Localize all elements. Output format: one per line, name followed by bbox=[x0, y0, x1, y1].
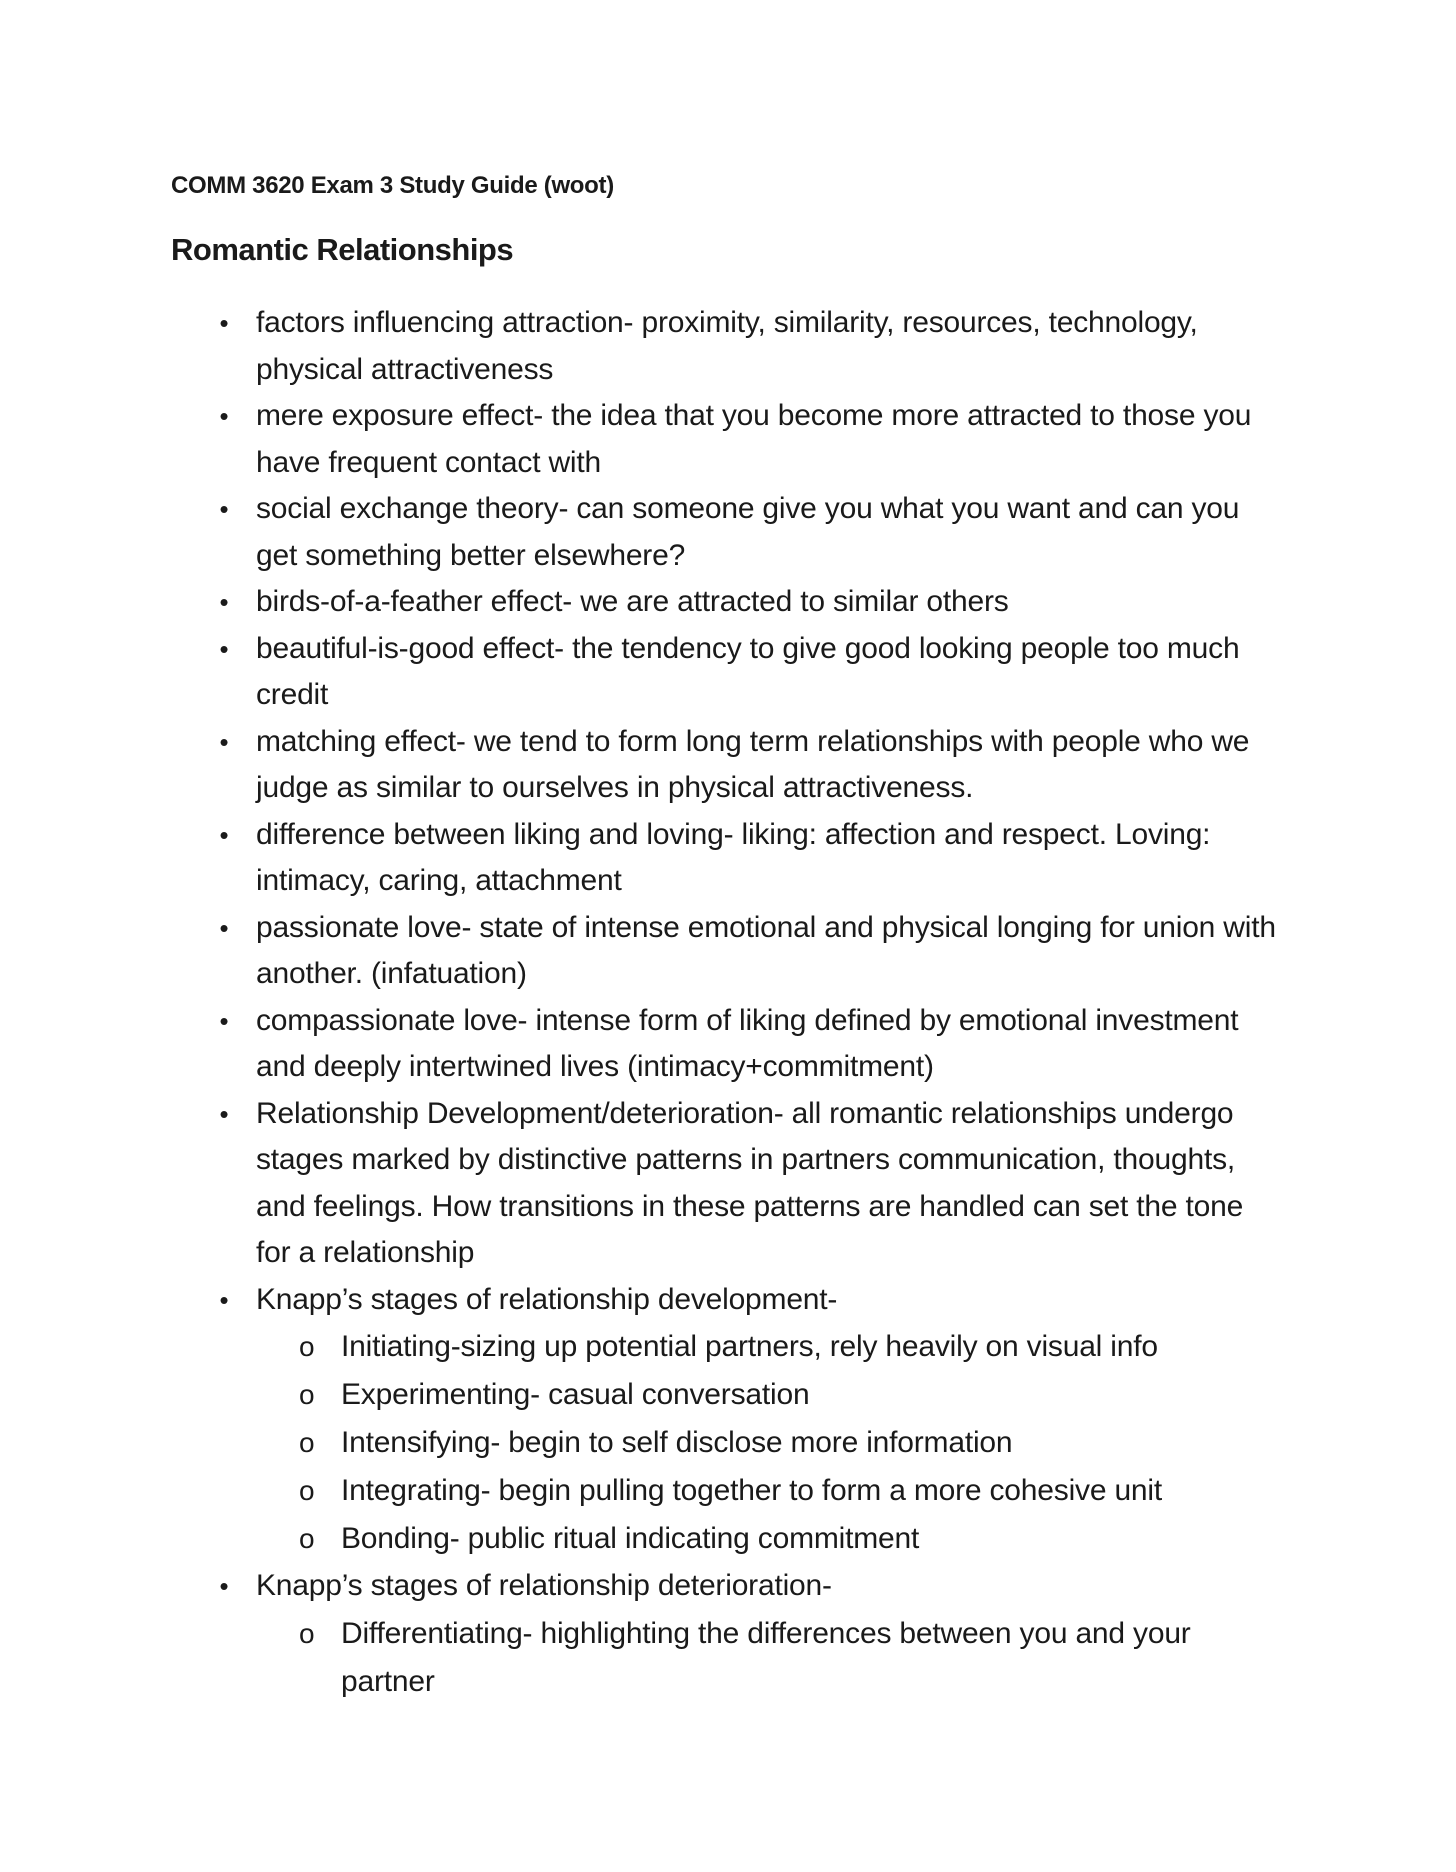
sub-bullet-icon: o bbox=[299, 1617, 315, 1649]
sub-list-item bbox=[299, 1467, 1276, 1515]
bullet-icon: • bbox=[219, 819, 229, 850]
sub-list-item-text: Differentiating- highlighting the differences between you and your partner bbox=[341, 1616, 1191, 1698]
list-item-text: Relationship Development/deterioration- all romantic relationships undergo stages marked by distinctive patterns in partners communication, thoughts, and feelings. How transitions in these patterns are handled can set the tone for a relationship bbox=[256, 1096, 1244, 1269]
list-item-text: difference between liking and loving- liking: affection and respect. Loving: intimacy, caring, attachment bbox=[256, 817, 1211, 897]
bullet-icon: • bbox=[219, 633, 229, 664]
bullet-icon: • bbox=[219, 726, 229, 757]
sub-list-item bbox=[299, 1371, 1276, 1419]
sub-list-item-text: Integrating- begin pulling together to form a more cohesive unit bbox=[341, 1474, 1163, 1507]
list-item-text: Knapp’s stages of relationship development- bbox=[256, 1282, 838, 1316]
sub-list bbox=[256, 1610, 1276, 1706]
list-item-text: birds-of-a-feather effect- we are attracted to similar others bbox=[256, 585, 1009, 618]
bullet-icon: • bbox=[219, 1098, 229, 1129]
bullet-icon: • bbox=[219, 1284, 229, 1315]
sub-bullet-icon: o bbox=[299, 1523, 315, 1554]
sub-bullet-icon: o bbox=[299, 1331, 315, 1362]
list-item bbox=[219, 1563, 1276, 1706]
bullet-icon: • bbox=[219, 587, 229, 617]
list-item-text: factors influencing attraction- proximity, similarity, resources, technology, physical attractiveness bbox=[256, 306, 1198, 386]
list-item bbox=[219, 812, 1276, 905]
bullet-icon: • bbox=[219, 308, 229, 338]
list-item-text: matching effect- we tend to form long term relationships with people who we judge as similar to ourselves in physical attractiveness. bbox=[256, 724, 1250, 804]
sub-bullet-icon: o bbox=[299, 1475, 315, 1506]
sub-bullet-icon: o bbox=[299, 1379, 315, 1410]
list-item bbox=[219, 300, 1276, 393]
bullet-icon: • bbox=[219, 1571, 229, 1601]
list-item-text: social exchange theory- can someone give you what you want and can you get something better elsewhere? bbox=[256, 492, 1240, 572]
bullet-icon: • bbox=[219, 1005, 229, 1036]
list-item-text: mere exposure effect- the idea that you become more attracted to those you have frequent contact with bbox=[256, 399, 1252, 479]
sub-list-item bbox=[299, 1323, 1276, 1371]
sub-list-item bbox=[299, 1610, 1276, 1706]
list-item-text: compassionate love- intense form of liking defined by emotional investment and deeply intertwined lives (intimacy+commitment) bbox=[256, 1003, 1239, 1083]
sub-list-item-text: Experimenting- casual conversation bbox=[341, 1378, 810, 1411]
section-heading: Romantic Relationships bbox=[171, 232, 514, 267]
sub-list-item bbox=[299, 1515, 1276, 1563]
list-item-text: passionate love- state of intense emotional and physical longing for union with another. (infatuation) bbox=[256, 910, 1276, 990]
list-item bbox=[219, 1277, 1276, 1564]
list-item bbox=[219, 626, 1276, 719]
list-item bbox=[219, 719, 1276, 812]
study-guide-list bbox=[219, 300, 1276, 1706]
bullet-icon: • bbox=[219, 912, 229, 943]
sub-bullet-icon: o bbox=[299, 1427, 315, 1458]
list-item-text: Knapp’s stages of relationship deterioration- bbox=[256, 1569, 832, 1602]
bullet-icon: • bbox=[219, 401, 229, 431]
list-item bbox=[219, 393, 1276, 486]
sub-list bbox=[256, 1323, 1276, 1563]
sub-list-item-text: Initiating-sizing up potential partners, rely heavily on visual info bbox=[341, 1330, 1158, 1363]
bullet-icon: • bbox=[219, 494, 229, 524]
list-item bbox=[219, 905, 1276, 998]
list-item-text: beautiful-is-good effect- the tendency to give good looking people too much credit bbox=[256, 631, 1240, 711]
list-item bbox=[219, 579, 1276, 626]
sub-list-item bbox=[299, 1419, 1276, 1467]
list-item bbox=[219, 998, 1276, 1091]
list-item bbox=[219, 486, 1276, 579]
sub-list-item-text: Intensifying- begin to self disclose more information bbox=[341, 1426, 1013, 1459]
list-item bbox=[219, 1091, 1276, 1277]
sub-list-item-text: Bonding- public ritual indicating commitment bbox=[341, 1522, 920, 1555]
document-title: COMM 3620 Exam 3 Study Guide (woot) bbox=[171, 172, 614, 199]
